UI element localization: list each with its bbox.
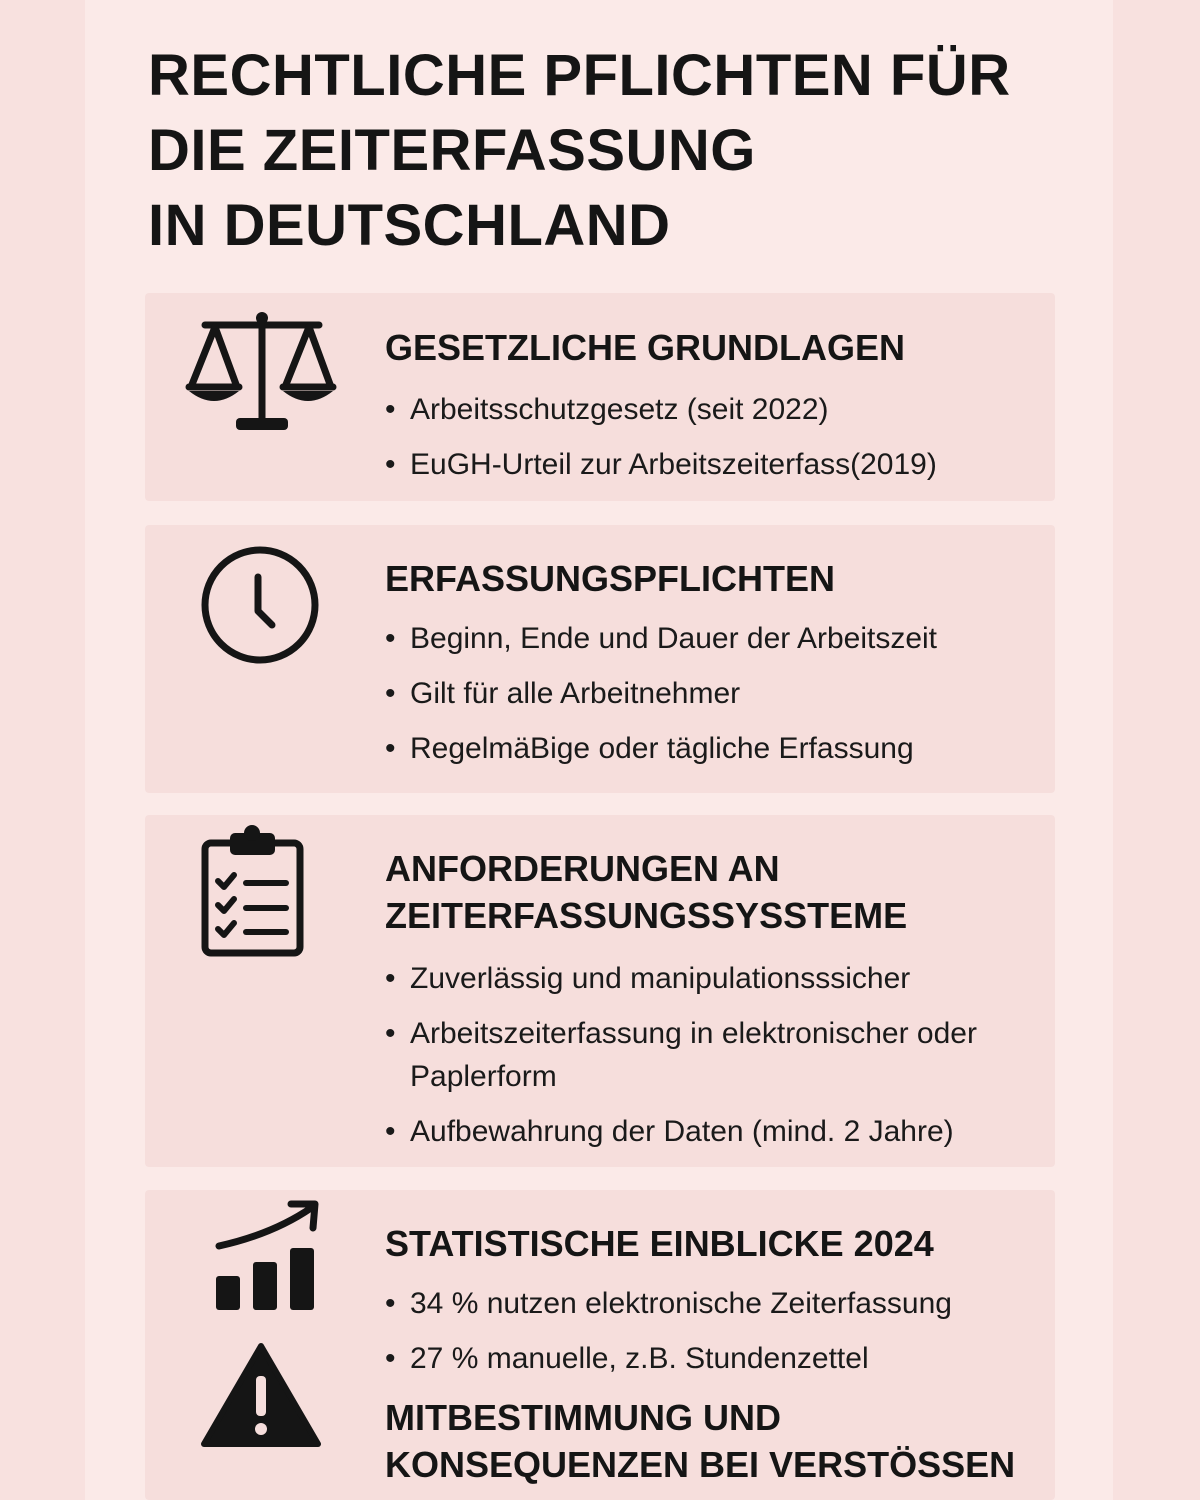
section-title — [385, 1394, 1015, 1488]
bar-chart-trend-icon — [213, 1196, 323, 1314]
list-item: • 34 % nutzen elektronische Zeiterfassung — [385, 1276, 952, 1331]
bullet-list — [385, 611, 937, 776]
scales-icon — [185, 311, 340, 436]
bullet-list — [385, 1276, 952, 1386]
list-item: • Aufbewahrung der Daten (mind. 2 Jahre) — [385, 1104, 1050, 1159]
list-item: • Arbeitsschutzgesetz (seit 2022) — [385, 382, 937, 437]
list-item: • Gilt für alle Arbeitnehmer — [385, 666, 937, 721]
section-title — [385, 845, 907, 939]
bullet-list — [385, 382, 937, 492]
section-title-line-2: KONSEQUENZEN BEI VERSTÖSSEN — [385, 1444, 1016, 1485]
section-title-line-2: ZEITERFASSUNGSSYSSTEME — [385, 895, 908, 936]
list-item: • RegelmäBige oder tägliche Erfassung — [385, 721, 937, 776]
bullet-list — [385, 951, 1050, 1159]
page-title-line-2: DIE ZEITERFASSUNG — [148, 118, 756, 183]
list-item: • Arbeitszeiterfassung in elektronischer oder Paplerform — [385, 1012, 1050, 1098]
section-title-line-1: MITBESTIMMUNG UND — [385, 1397, 781, 1438]
section-title: GESETZLICHE GRUNDLAGEN — [385, 327, 906, 368]
list-item: • EuGH-Urteil zur Arbeitszeiterfass(2019) — [385, 437, 937, 492]
section-legal-basis — [145, 293, 1055, 501]
section-title: STATISTISCHE EINBLICKE 2024 — [385, 1223, 934, 1264]
list-item: • Beginn, Ende und Dauer der Arbeitszeit — [385, 611, 937, 666]
page-title-line-1: RECHTLICHE PFLICHTEN FÜR — [148, 43, 1011, 108]
clipboard-checklist-icon — [200, 823, 305, 958]
list-item: • Zuverlässig und manipulationsssicher — [385, 951, 1050, 1006]
section-title-line-1: ANFORDERUNGEN AN — [385, 848, 780, 889]
section-statistics-and-consequences — [145, 1190, 1055, 1500]
list-item: • 27 % manuelle, z.B. Stundenzettel — [385, 1331, 952, 1386]
section-system-requirements — [145, 815, 1055, 1167]
clock-icon — [200, 545, 320, 665]
section-recording-duties — [145, 525, 1055, 793]
warning-icon — [200, 1342, 322, 1450]
page-title — [148, 38, 1108, 263]
section-title: ERFASSUNGSPFLICHTEN — [385, 558, 836, 599]
page-title-line-3: IN DEUTSCHLAND — [148, 193, 671, 258]
